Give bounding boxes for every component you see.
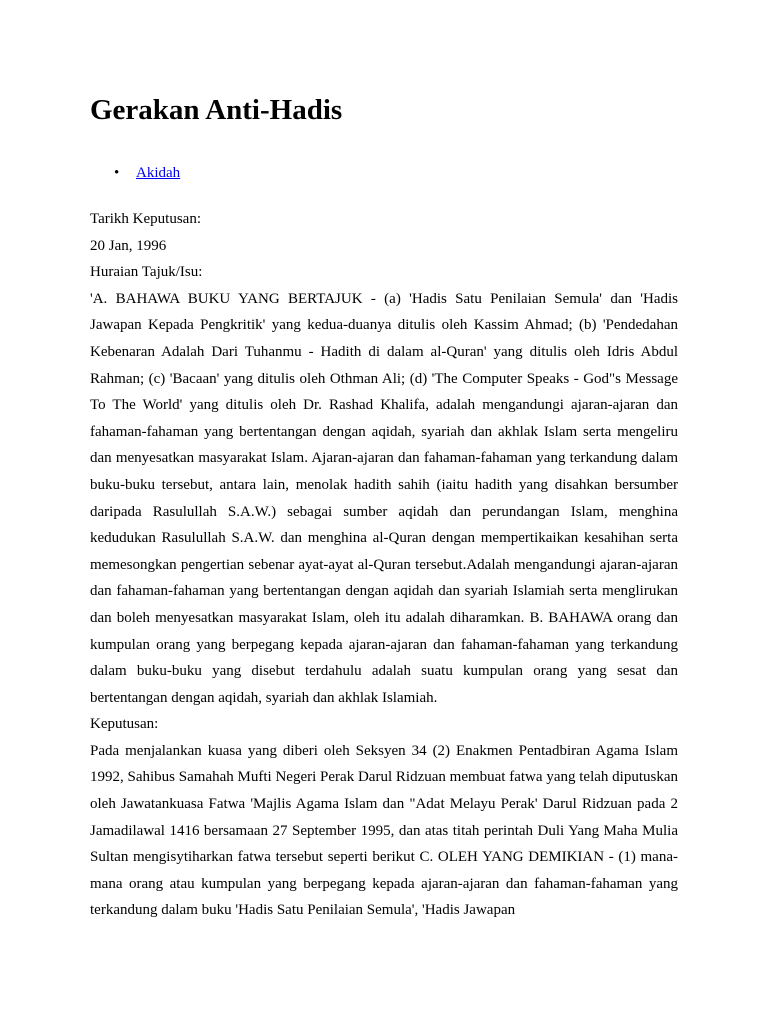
tag-list bbox=[90, 161, 180, 185]
decision-label: Keputusan: bbox=[90, 716, 159, 733]
tag-item bbox=[90, 161, 180, 185]
decision-text: Pada menjalankan kuasa yang diberi oleh Seksyen 34 (2) Enakmen Pentadbiran Agama Islam 1992, Sahibus Samahah Mufti Negeri Perak Darul Ridzuan membuat fatwa yang telah diputuskan oleh Jawatankuasa Fatwa 'Majlis Agama Islam dan "Adat Melayu Perak' Darul Ridzuan pada 2 Jamadilawal 1416 bersamaan 27 September 1995, dan atas titah perintah Duli Yang Maha Mulia Sultan mengisytiharkan fatwa tersebut seperti berikut C. OLEH YANG DEMIKIAN - (1) mana-mana orang atau kumpulan yang berpegang kepada ajaran-ajaran dan fahaman-fahaman yang terkandung dalam buku 'Hadis Satu Penilaian Semula', 'Hadis Jawapan bbox=[90, 742, 678, 919]
fatwa-content bbox=[90, 206, 678, 924]
topic-label: Huraian Tajuk/Isu: bbox=[90, 264, 203, 281]
page-title: Gerakan Anti-Hadis bbox=[90, 94, 343, 126]
topic-text: 'A. BAHAWA BUKU YANG BERTAJUK - (a) 'Hadis Satu Penilaian Semula' dan 'Hadis Jawapan Kepada Pengkritik' yang kedua-duanya ditulis oleh Kassim Ahmad; (b) 'Pendedahan Kebenaran Adalah Dari Tuhanmu - Hadith di dalam al-Quran' yang ditulis oleh Idris Abdul Rahman; (c) 'Bacaan' yang ditulis oleh Othman Ali; (d) 'The Computer Speaks - God"s Message To The World' yang ditulis oleh Dr. Rashad Khalifa, adalah mengandungi ajaran-ajaran dan fahaman-fahaman yang bertentangan dengan aqidah, syariah dan akhlak Islam serta mengeliru dan menyesatkan masyarakat Islam. Ajaran-ajaran dan fahaman-fahaman yang terkandung dalam buku-buku tersebut, antara lain, menolak hadith sahih (iaitu hadith yang disahkan bersumber daripada Rasulullah S.A.W.) sebagai sumber aqidah dan perundangan Islam, menghina kedudukan Rasulullah S.A.W. dan menghina al-Quran dengan mempertikaikan kesahihan serta memesongkan pengertian sebenar ayat-ayat al-Quran tersebut.Adalah mengandungi ajaran-ajaran dan fahaman-fahaman yang bertentangan dengan aqidah dan syariah Islamiah serta menglirukan dan boleh menyesatkan masyarakat Islam, oleh itu adalah diharamkan. B. BAHAWA orang dan kumpulan orang yang berpegang kepada ajaran-ajaran dan fahaman-fahaman yang terkandung dalam buku-buku yang disebut terdahulu adalah suatu kumpulan orang yang sesat dan bertentangan dengan aqidah, syariah dan akhlak Islamiah. bbox=[90, 290, 678, 706]
tag-link-akidah[interactable]: Akidah bbox=[136, 165, 181, 181]
date-label: Tarikh Keputusan: bbox=[90, 211, 202, 227]
date-value: 20 Jan, 1996 bbox=[90, 237, 167, 254]
bullet-icon: • bbox=[114, 165, 120, 181]
